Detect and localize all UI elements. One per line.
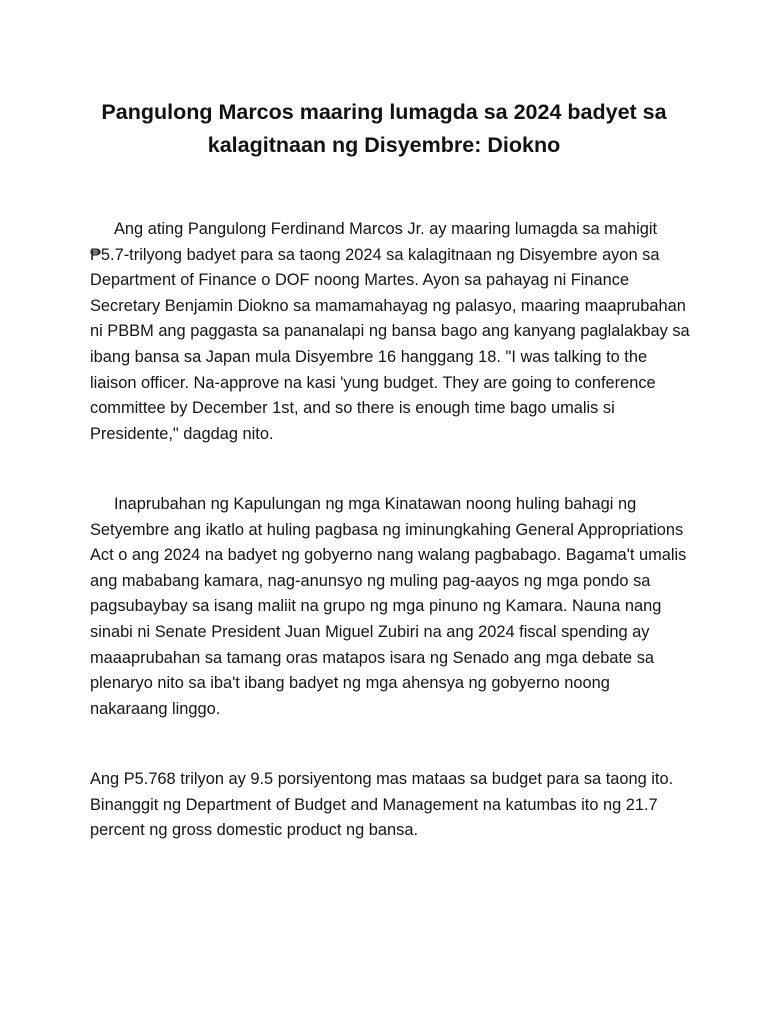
paragraph-2: Inaprubahan ng Kapulungan ng mga Kinatawan noong huling bahagi ng Setyembre ang ikatlo at huling pagbasa ng iminungkahing General Appropriations Act o ang 2024 na badyet ng gobyerno nang walang pagbabago. Bagama't umalis ang mababang kamara, nag-anunsyo ng muling pag-aayos ng mga pondo sa pagsubaybay sa isang maliit na grupo ng mga pinuno ng Kamara. Nauna nang sinabi ni Senate President Juan Miguel Zubiri na ang 2024 fiscal spending ay maaaprubahan sa tamang oras matapos isara ng Senado ang mga debate sa plenaryo nito sa iba't ibang badyet ng mga ahensya ng gobyerno noong nakaraang linggo. — [90, 495, 687, 718]
document-title: Pangulong Marcos maaring lumagda sa 2024 badyet sa kalagitnaan ng Disyembre: Diokno — [101, 100, 667, 157]
paragraph-1: Ang ating Pangulong Ferdinand Marcos Jr. ay maaring lumagda sa mahigit ₱5.7-trilyong badyet para sa taong 2024 sa kalagitnaan ng Disyembre ayon sa Department of Finance o DOF noong Martes. Ayon sa pahayag ni Finance Secretary Benjamin Diokno sa mamamahayag ng palasyo, maaring maaprubahan ni PBBM ang paggasta sa pananalapi ng bansa bago ang kanyang paglalakbay sa ibang bansa sa Japan mula Disyembre 16 hanggang 18. "I was talking to the liaison officer. Na-approve na kasi 'yung budget. They are going to conference committee by December 1st, and so there is enough time bago umalis si Presidente," dagdag nito. — [90, 220, 690, 443]
paragraph-3: Ang P5.768 trilyon ay 9.5 porsiyentong mas mataas sa budget para sa taong ito. Binanggit ng Department of Budget and Management na katumbas ito ng 21.7 percent ng gross domestic product ng bansa. — [90, 770, 674, 840]
